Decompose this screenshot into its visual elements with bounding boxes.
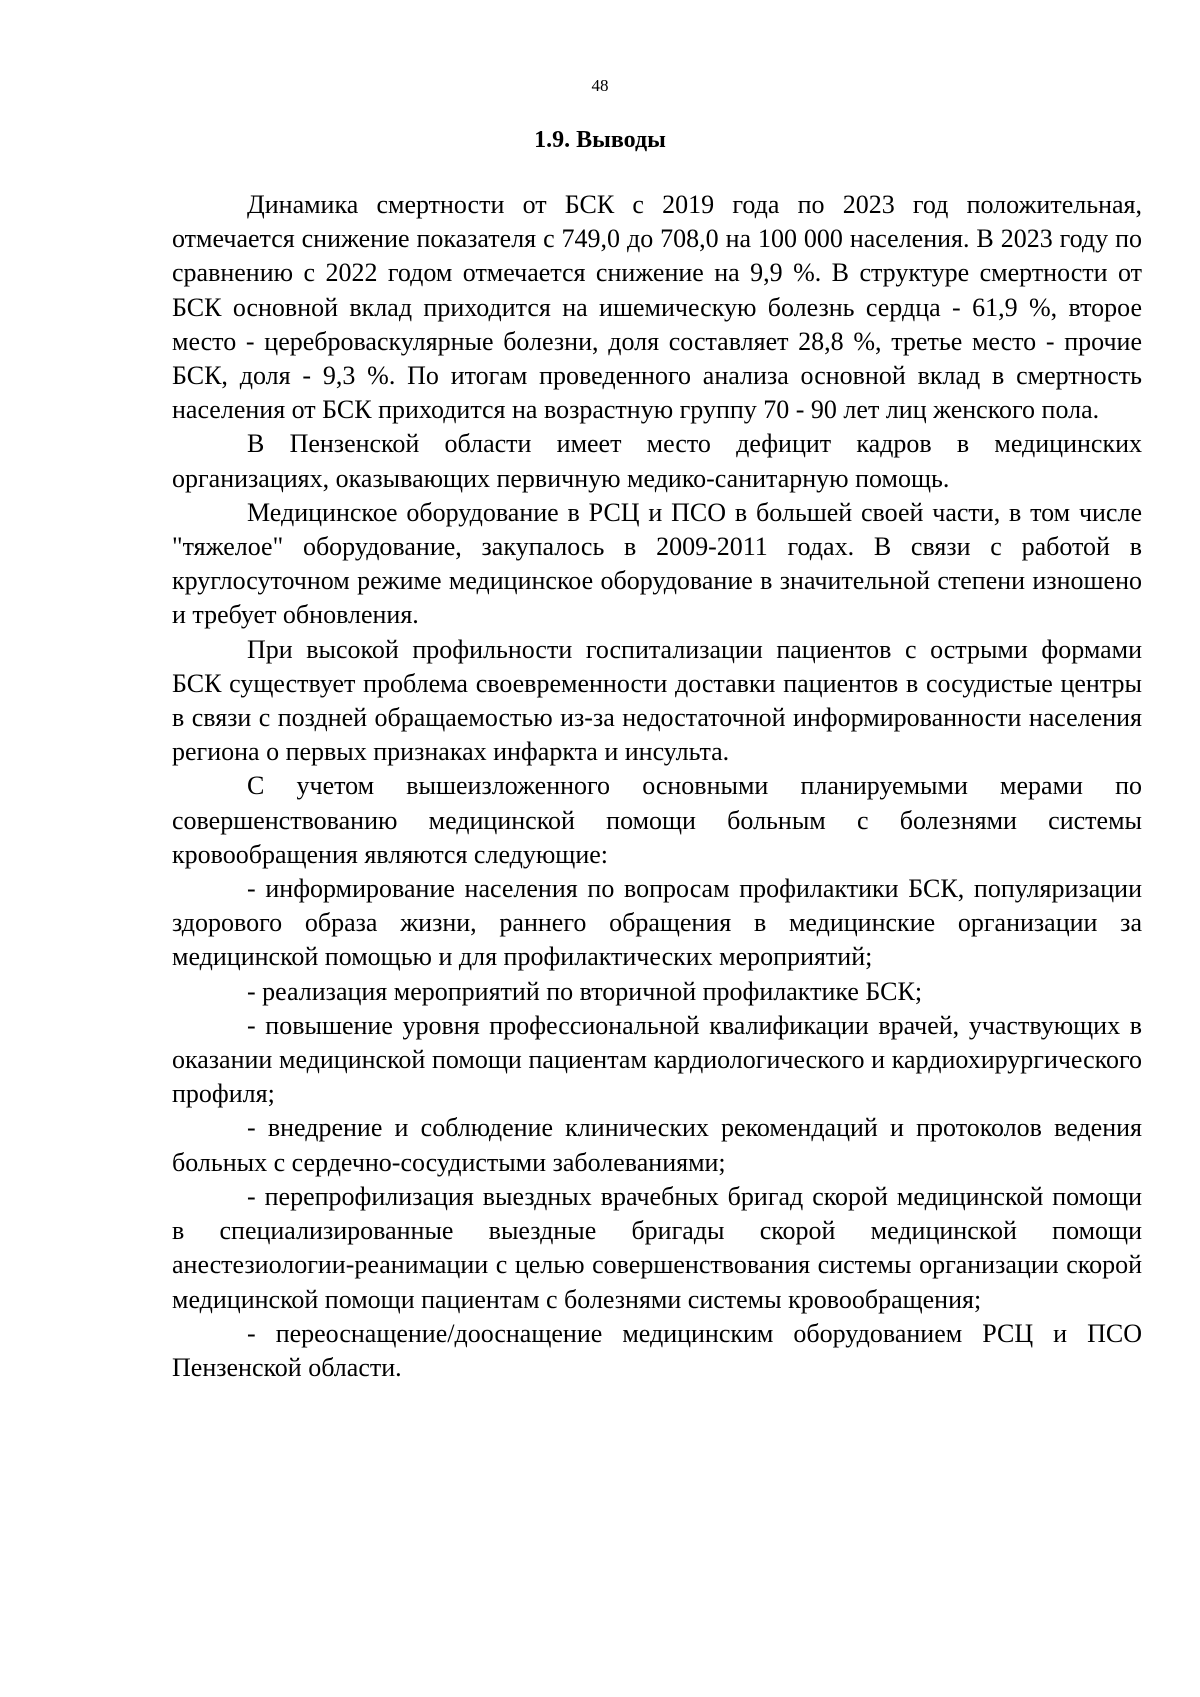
paragraph-staff-shortage: В Пензенской области имеет место дефицит кадров в медицинских организациях, оказывающих первичную медико-санитарную помощь. (172, 429, 1142, 493)
list-item: - перепрофилизация выездных врачебных бригад скорой медицинской помощи в специализированные выездные бригады скорой медицинской помощи анестезиологии-реанимации с целью совершенствования системы организации скорой медицинской помощи пациентам с болезнями системы кровообращения; (172, 1181, 1142, 1314)
body-text (172, 188, 1142, 1385)
paragraph-measures-intro: С учетом вышеизложенного основными планируемыми мерами по совершенствованию медицинской помощи больным с болезнями системы кровообращения являются следующие: (172, 771, 1142, 869)
list-item: - реализация мероприятий по вторичной профилактике БСК; (247, 976, 923, 1006)
paragraph-mortality-dynamics: Динамика смертности от БСК с 2019 года по 2023 год положительная, отмечается снижение показателя с 749,0 до 708,0 на 100 000 населения. В 2023 году по сравнению с 2022 годом отмечается снижение на 9,9 %. В структуре смертности от БСК основной вклад приходится на ишемическую болезнь сердца - 61,9 %, второе место - цереброваскулярные болезни, доля составляет 28,8 %, третье место - прочие БСК, доля - 9,3 %. По итогам проведенного анализа основной вклад в смертность населения от БСК приходится на возрастную группу 70 - 90 лет лиц женского пола. (172, 190, 1142, 425)
paragraph-delivery-problem: При высокой профильности госпитализации пациентов с острыми формами БСК существует проблема своевременности доставки пациентов в сосудистые центры в связи с поздней обращаемостью из-за недостаточной информированности населения региона о первых признаках инфаркта и инсульта. (172, 634, 1142, 767)
paragraph-equipment: Медицинское оборудование в РСЦ и ПСО в большей своей части, в том числе "тяжелое" оборудование, закупалось в 2009-2011 годах. В связи с работой в круглосуточном режиме медицинское оборудование в значительной степени изношено и требует обновления. (172, 497, 1142, 630)
section-heading: 1.9. Выводы (534, 127, 666, 153)
list-item: - переоснащение/дооснащение медицинским оборудованием РСЦ и ПСО Пензенской области. (172, 1318, 1142, 1382)
list-item: - повышение уровня профессиональной квалификации врачей, участвующих в оказании медицинской помощи пациентам кардиологического и кардиохирургического профиля; (172, 1010, 1142, 1109)
list-item: - внедрение и соблюдение клинических рекомендаций и протоколов ведения больных с сердечно-сосудистыми заболеваниями; (172, 1113, 1142, 1177)
list-item: - информирование населения по вопросам профилактики БСК, популяризации здорового образа жизни, раннего обращения в медицинские организации за медицинской помощью и для профилактических мероприятий; (172, 874, 1142, 972)
page-number: 48 (591, 76, 609, 95)
